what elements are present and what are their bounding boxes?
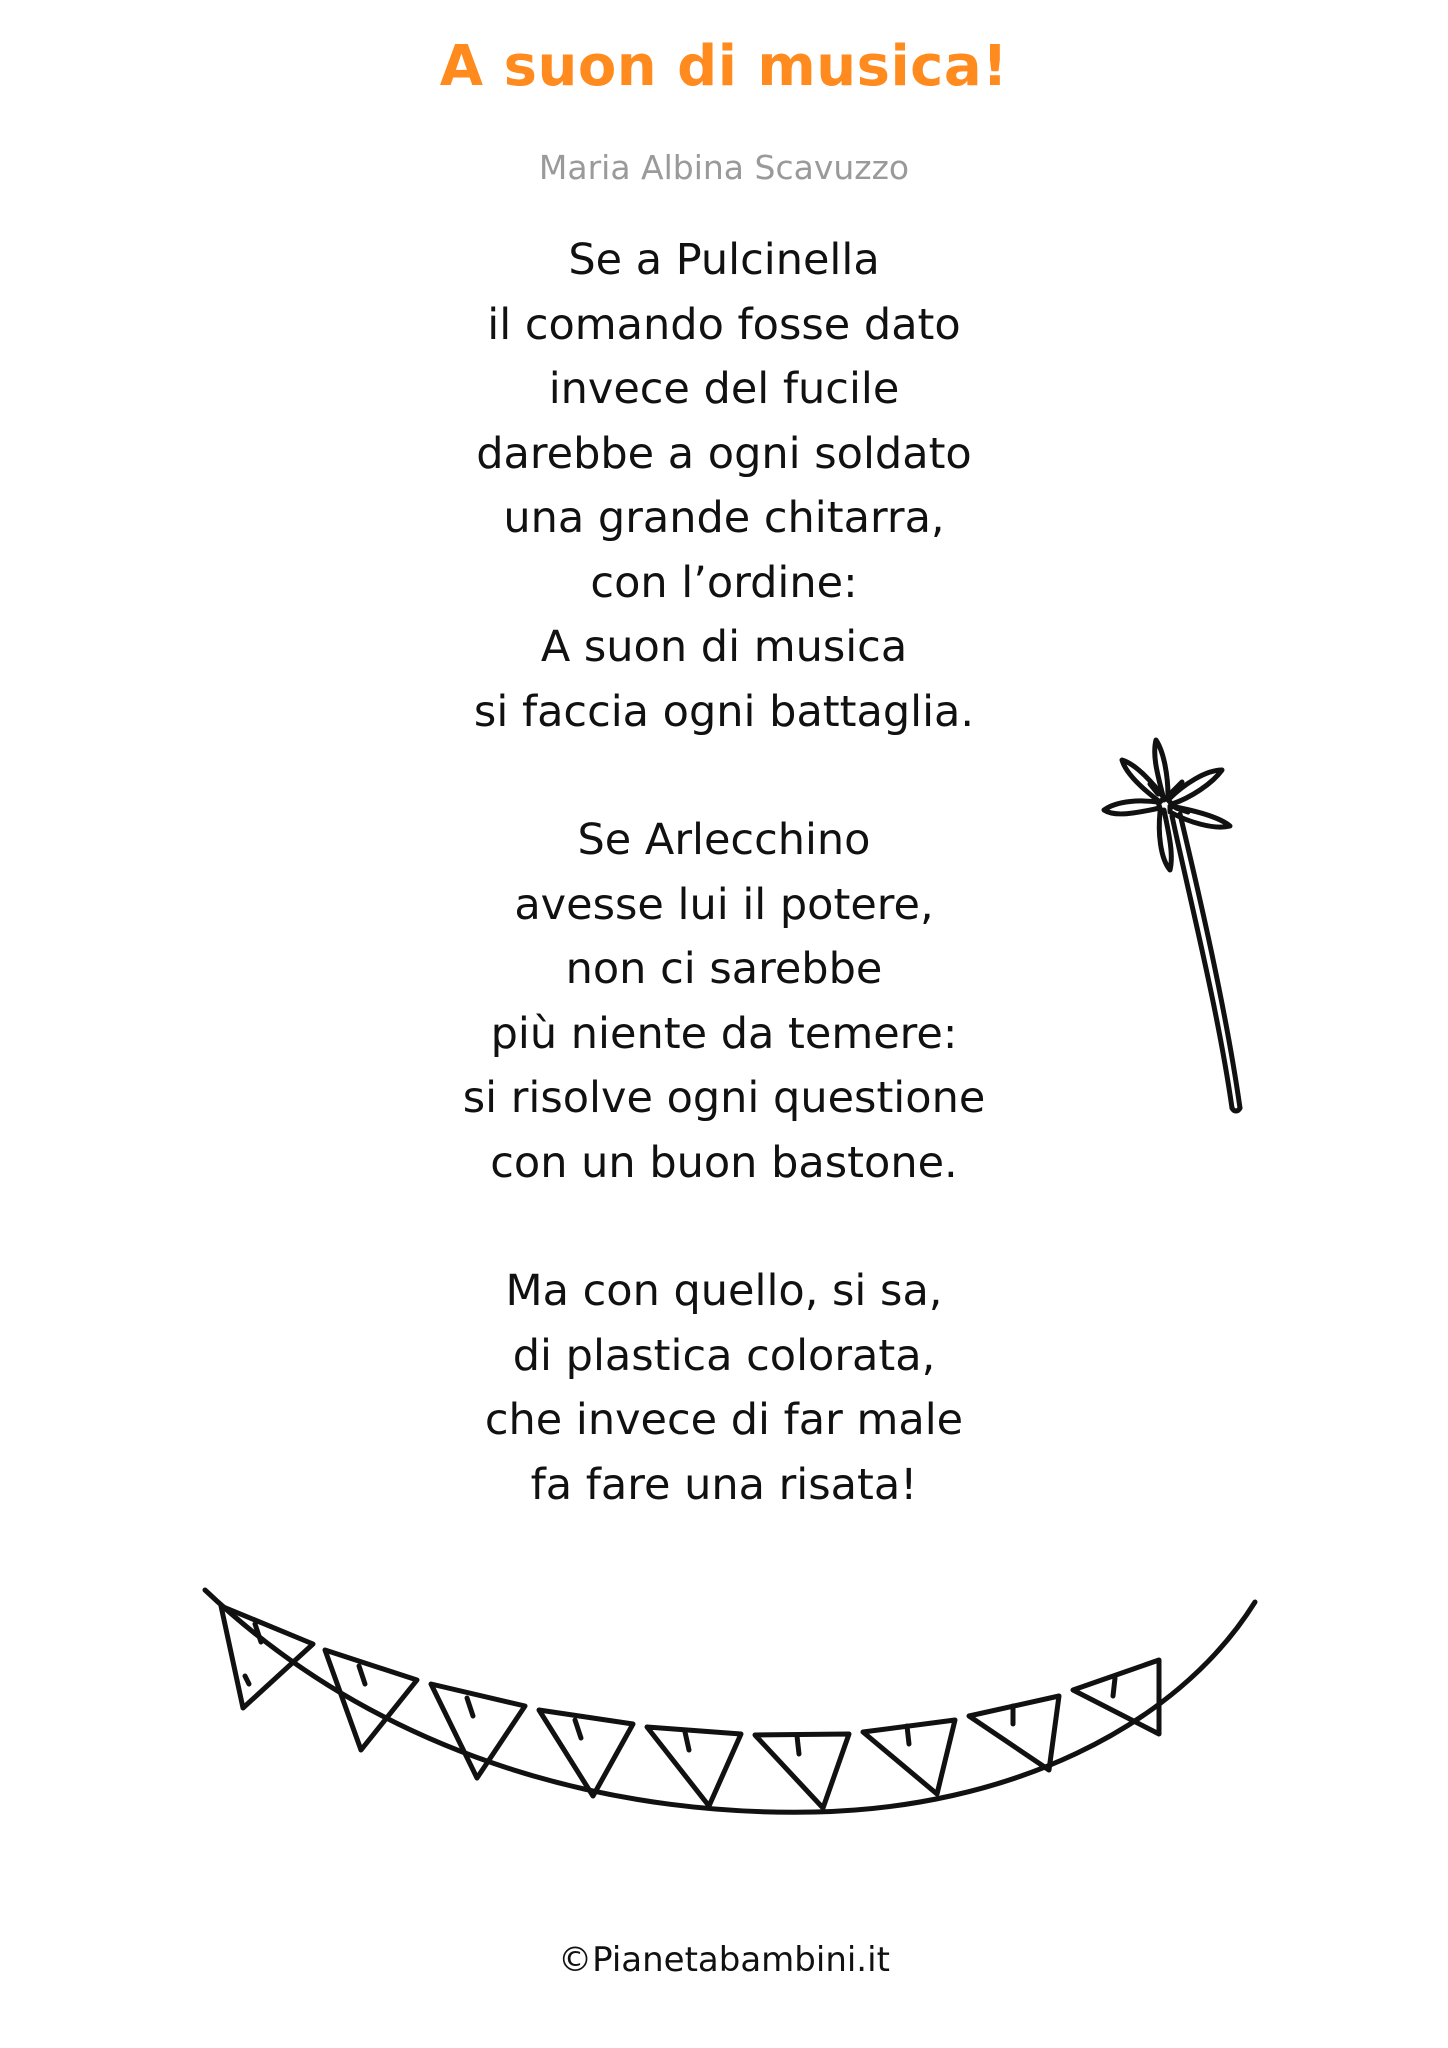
bunting-flags-illustration xyxy=(195,1580,1265,1820)
poem-stanza xyxy=(0,228,1448,744)
poem-line: con l’ordine: xyxy=(590,557,858,608)
poem-line: il comando fosse dato xyxy=(487,299,961,350)
poem-line: Se Arlecchino xyxy=(577,815,871,865)
poem-line: fa fare una risata! xyxy=(530,1459,918,1510)
credit-label: Pianetabambini.it xyxy=(592,1940,890,1980)
poem-line: si risolve ogni questione xyxy=(462,1073,986,1123)
poem-stanza xyxy=(0,1259,1448,1517)
poem-line: Se a Pulcinella xyxy=(568,235,880,285)
poem-line: di plastica colorata, xyxy=(512,1330,936,1381)
site-credit xyxy=(0,1940,1448,1980)
magic-wand-illustration xyxy=(1072,730,1302,1180)
copyright-icon: © xyxy=(558,1940,593,1980)
poem-line: più niente da temere: xyxy=(490,1008,958,1059)
poem-line: con un buon bastone. xyxy=(490,1137,958,1188)
poem-line: una grande chitarra, xyxy=(503,493,945,543)
poem-line: si faccia ogni battaglia. xyxy=(473,686,975,737)
poem-line: darebbe a ogni soldato xyxy=(476,428,972,479)
poem-line: avesse lui il potere, xyxy=(514,879,934,930)
page-title: A suon di musica! xyxy=(439,34,1009,99)
poem-line: A suon di musica xyxy=(540,622,908,672)
author-name: Maria Albina Scavuzzo xyxy=(538,148,910,187)
poem-line: invece del fucile xyxy=(548,364,900,414)
poem-line: non ci sarebbe xyxy=(565,944,883,994)
poem-line: che invece di far male xyxy=(484,1395,964,1445)
poem-line: Ma con quello, si sa, xyxy=(505,1266,943,1316)
